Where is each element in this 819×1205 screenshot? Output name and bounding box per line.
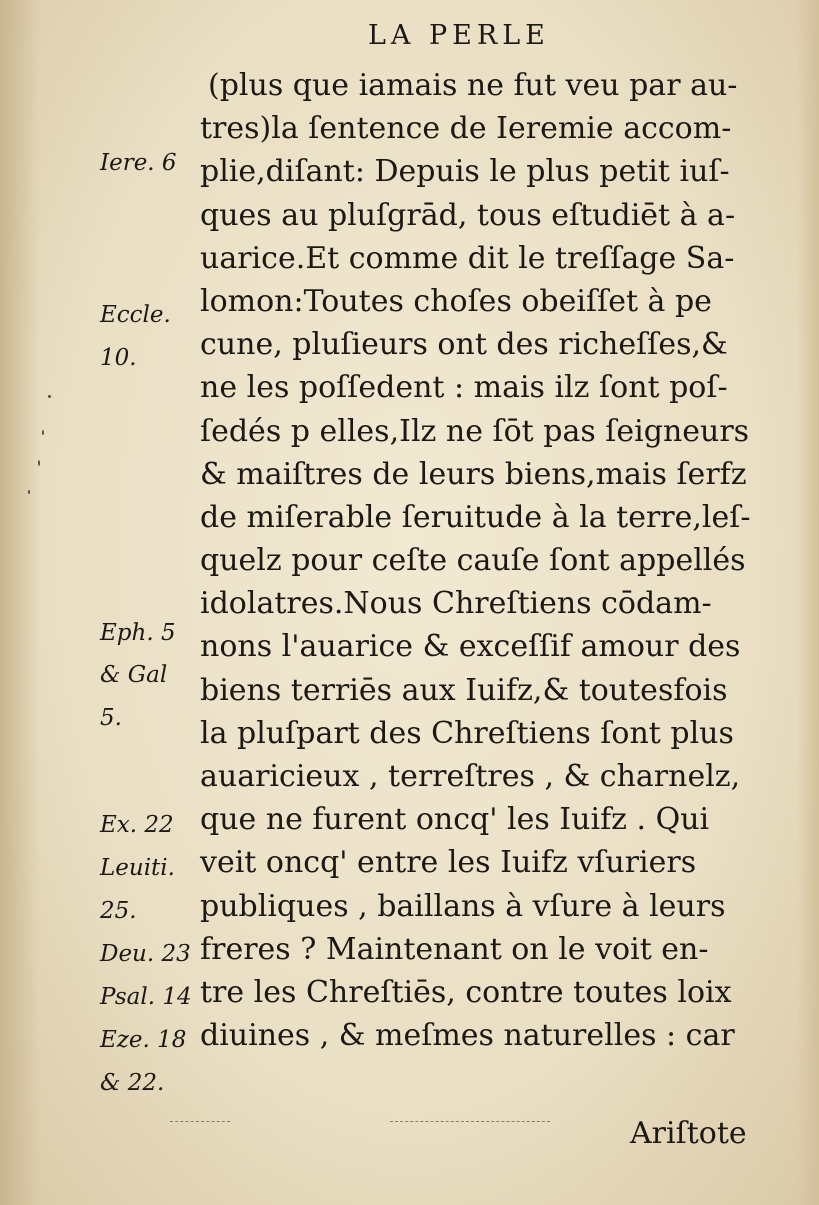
margin-reference: & 22.: [100, 1070, 165, 1096]
text-line: lomon:Toutes choſes obeiſſet à pe: [200, 283, 712, 319]
margin-reference: Iere. 6: [100, 150, 177, 176]
text-line: (plus que iamais ne fut veu par au-: [208, 68, 738, 103]
text-line: nons l'auarice & exceſſif amour des: [200, 629, 741, 665]
text-line: biens terriēs aux Iuifz,& toutesfois: [200, 672, 728, 708]
text-line: idolatres.Nous Chreſtiens cōdam-: [200, 586, 712, 622]
margin-reference: Psal. 14: [100, 984, 192, 1010]
dashed-rule: [390, 1121, 550, 1122]
ink-speck: [42, 430, 44, 435]
margin-reference: Leuiti.: [100, 855, 175, 881]
page-left-shadow: [0, 0, 40, 1205]
ink-speck: [38, 460, 40, 466]
margin-reference: 5.: [100, 705, 122, 731]
page-right-shadow: [797, 0, 819, 1205]
text-line: diuines , & meſmes naturelles : car: [200, 1018, 735, 1054]
text-line: cune, pluſieurs ont des richeſſes,&: [200, 327, 728, 363]
margin-reference: 25.: [100, 898, 137, 924]
margin-reference: Deu. 23: [100, 941, 191, 967]
text-line: & maiſtres de leurs biens,mais ſerfz: [200, 456, 747, 492]
margin-reference: Eph. 5: [100, 620, 176, 646]
text-line: la pluſpart des Chreſtiens ſont plus: [200, 715, 734, 751]
text-line: auaricieux , terreſtres , & charnelz,: [200, 759, 741, 794]
text-line: ſedés p elles,Ilz ne ſōt pas ſeigneurs: [200, 413, 750, 449]
catchword: Ariſtote: [630, 1116, 747, 1151]
text-line: freres ? Maintenant on le voit en-: [200, 931, 709, 967]
margin-reference: Ex. 22: [100, 812, 174, 838]
text-line: uarice.Et comme dit le treſſage Sa-: [200, 240, 735, 276]
text-line: plie,diſant: Depuis le plus petit iuſ-: [200, 154, 730, 190]
body-text: [200, 64, 785, 1057]
text-line: quelz pour ceſte cauſe ſont appellés: [200, 543, 746, 579]
text-line: tres)la ſentence de Ieremie accom-: [200, 111, 732, 147]
ink-speck: [28, 490, 30, 494]
ink-speck: [48, 395, 51, 398]
text-line: tre les Chreſtiēs, contre toutes loix: [200, 974, 732, 1010]
margin-reference: 10.: [100, 345, 137, 371]
text-line: ne les poſſedent : mais ilz ſont poſ-: [200, 370, 728, 406]
text-line: veit oncq' entre les Iuifz vſuriers: [200, 845, 697, 881]
margin-reference: Eccle.: [100, 302, 171, 328]
text-line: de miſerable ſeruitude à la terre,leſ-: [200, 499, 751, 535]
text-line: publiques , baillans à vſure à leurs: [200, 888, 726, 924]
margin-reference: & Gal: [100, 662, 168, 688]
text-line: ques au pluſgrād, tous eſtudiēt à a-: [200, 197, 736, 233]
running-title: LA PERLE: [368, 20, 550, 51]
text-line: que ne furent oncq' les Iuifz . Qui: [200, 802, 710, 838]
margin-reference: Eze. 18: [100, 1027, 187, 1053]
dashed-rule: [170, 1121, 230, 1122]
